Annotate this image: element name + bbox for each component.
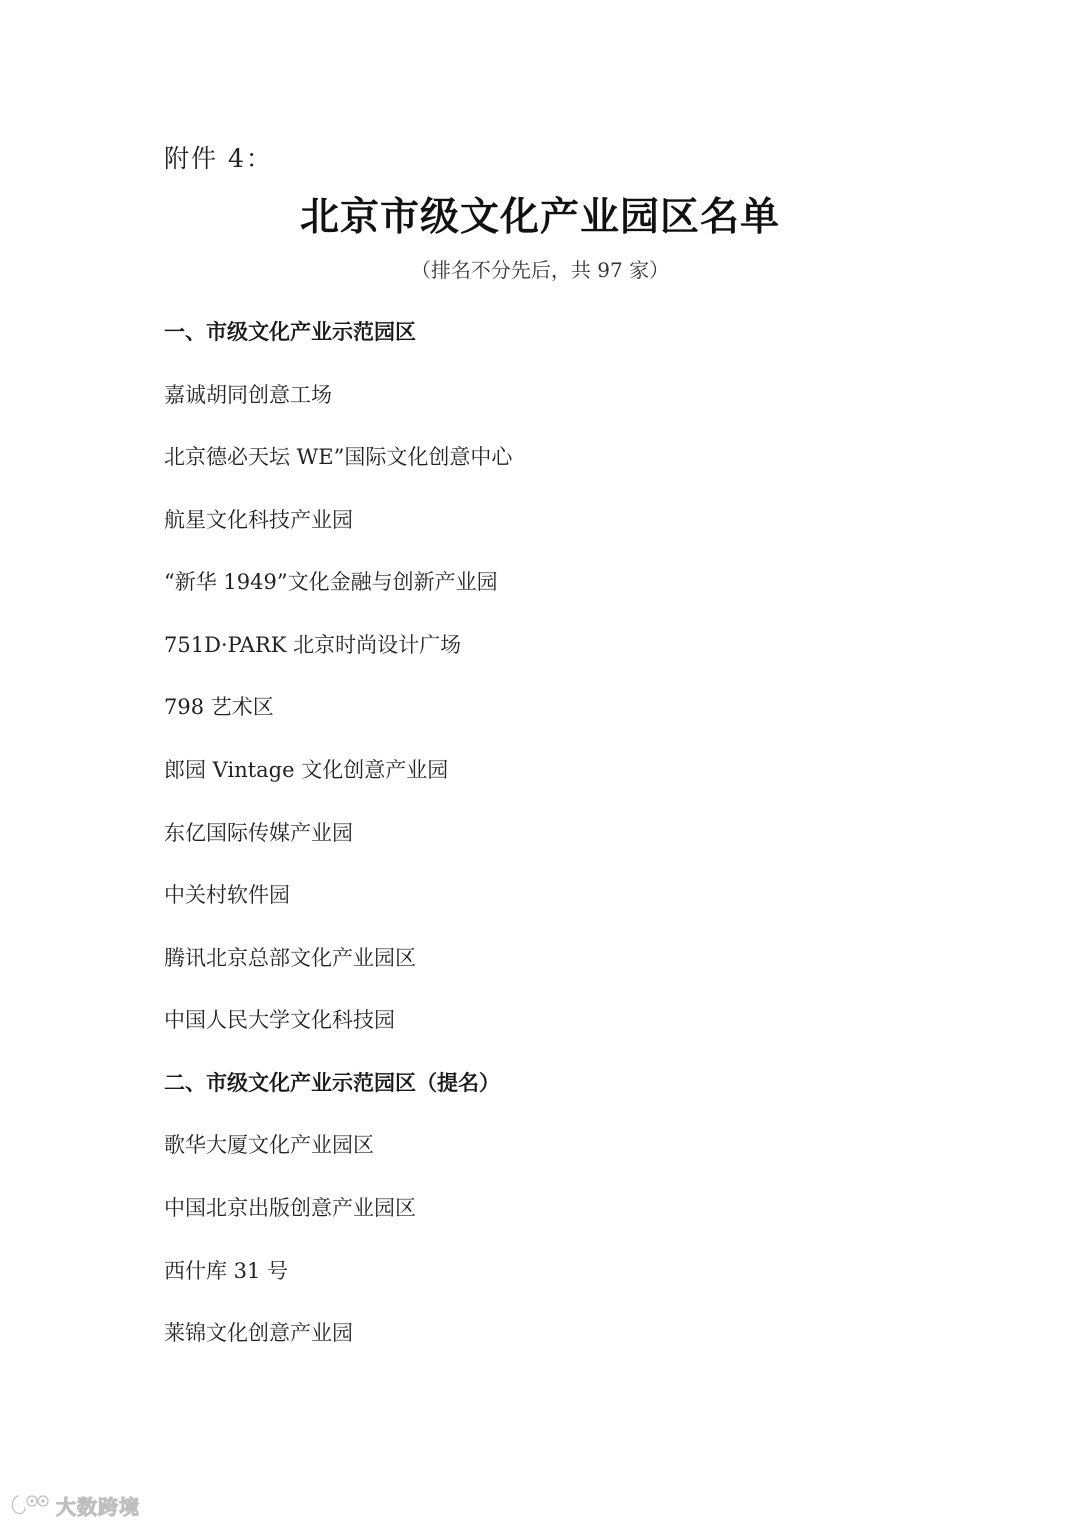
park-list bbox=[164, 0, 1024, 1527]
section-heading: 一、市级文化产业示范园区 bbox=[164, 320, 416, 344]
list-item: 中关村软件园 bbox=[164, 883, 290, 907]
document-subtitle: （排名不分先后，共 97 家） bbox=[410, 258, 670, 282]
watermark-text: 大数跨境 bbox=[56, 1494, 140, 1519]
list-item: “新华 1949”文化金融与创新产业园 bbox=[164, 570, 498, 594]
list-item: 腾讯北京总部文化产业园区 bbox=[164, 946, 416, 970]
list-item: 莱锦文化创意产业园 bbox=[164, 1321, 353, 1345]
list-item: 中国人民大学文化科技园 bbox=[164, 1008, 395, 1032]
list-item: 751D·PARK 北京时尚设计广场 bbox=[164, 633, 462, 657]
brand-logo-icon bbox=[8, 1492, 52, 1518]
section-heading: 二、市级文化产业示范园区（提名） bbox=[164, 1071, 500, 1095]
list-item: 西什库 31 号 bbox=[164, 1259, 289, 1283]
list-item: 嘉诚胡同创意工场 bbox=[164, 383, 332, 407]
document-title: 北京市级文化产业园区名单 bbox=[299, 195, 780, 240]
list-item: 798 艺术区 bbox=[164, 695, 274, 719]
list-item: 中国北京出版创意产业园区 bbox=[164, 1196, 416, 1220]
list-item: 歌华大厦文化产业园区 bbox=[164, 1133, 374, 1157]
attachment-label: 附件 4： bbox=[164, 144, 273, 173]
list-item: 航星文化科技产业园 bbox=[164, 508, 353, 532]
watermark bbox=[8, 1490, 140, 1520]
list-item: 东亿国际传媒产业园 bbox=[164, 821, 353, 845]
list-item: 北京德必天坛 WE”国际文化创意中心 bbox=[164, 445, 513, 469]
list-item: 郎园 Vintage 文化创意产业园 bbox=[164, 758, 449, 782]
